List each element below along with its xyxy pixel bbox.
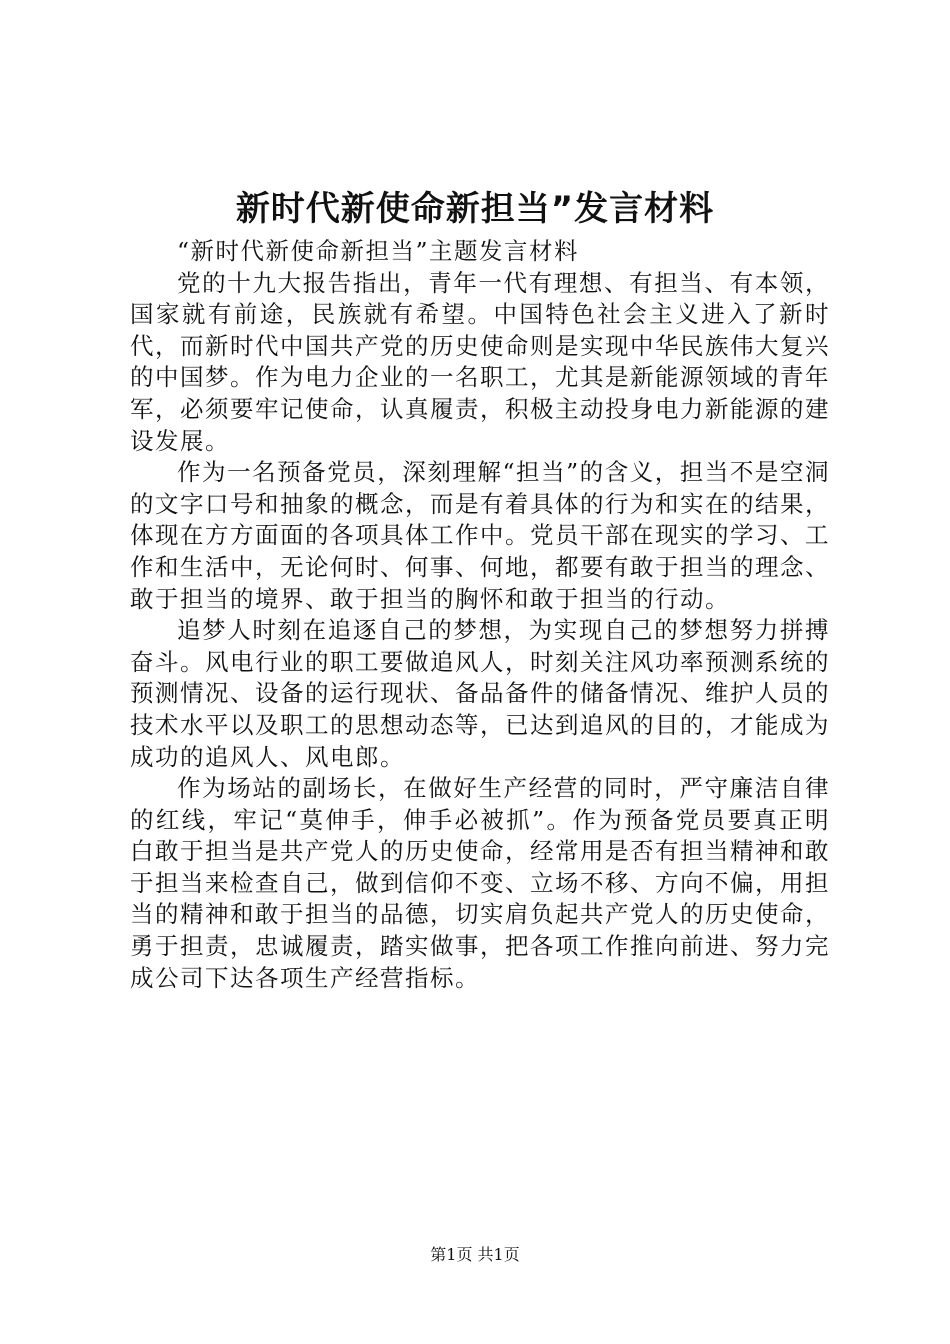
page-footer: 第1页 共1页 xyxy=(430,1245,520,1264)
paragraph-3: 追梦人时刻在追逐自己的梦想，为实现自己的梦想努力拼搏奋斗。风电行业的职工要做追风人，时刻关注风功率预测系统的预测情况、设备的运行现状、备品备件的储备情况、维护人员的技术水平以及职工的思想动态等，已达到追风的目的，才能成为成功的追风人、风电郎。 xyxy=(130,616,830,771)
document-title: 新时代新使命新担当”发言材料 xyxy=(235,189,715,229)
paragraph-1: 党的十九大报告指出，青年一代有理想、有担当、有本领，国家就有前途，民族就有希望。中国特色社会主义进入了新时代，而新时代中国共产党的历史使命则是实现中华民族伟大复兴的中国梦。作为电力企业的一名职工，尤其是新能源领域的青年军，必须要牢记使命，认真履责，积极主动投身电力新能源的建设发展。 xyxy=(130,268,830,455)
paragraph-4: 作为场站的副场长，在做好生产经营的同时，严守廉洁自律的红线，牢记“莫伸手，伸手必被抓”。作为预备党员要真正明白敢于担当是共产党人的历史使命，经常用是否有担当精神和敢于担当来检查自己，做到信仰不变、立场不移、方向不偏，用担当的精神和敢于担当的品德，切实肩负起共产党人的历史使命，勇于担责，忠诚履责，踏实做事，把各项工作推向前进、努力完成公司下达各项生产经营指标。 xyxy=(130,774,830,992)
document-body xyxy=(130,236,830,994)
paragraph-2: 作为一名预备党员，深刻理解“担当”的含义，担当不是空洞的文字口号和抽象的概念，而是有着具体的行为和实在的结果，体现在方方面面的各项具体工作中。党员干部在现实的学习、工作和生活中，无论何时、何事、何地，都要有敢于担当的理念、敢于担当的境界、敢于担当的胸怀和敢于担当的行动。 xyxy=(130,458,830,613)
document-subtitle: “新时代新使命新担当”主题发言材料 xyxy=(177,237,580,265)
